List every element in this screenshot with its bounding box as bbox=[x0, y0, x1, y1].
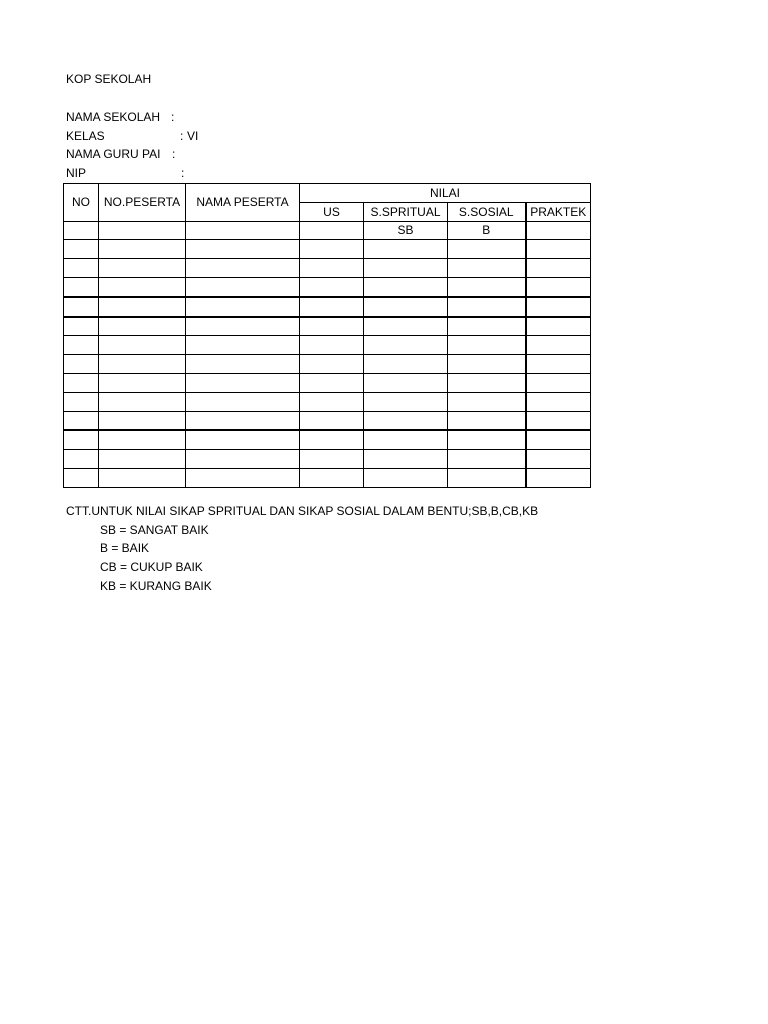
header-praktek: PRAKTEK bbox=[526, 202, 591, 221]
label-kelas: KELAS bbox=[66, 129, 105, 143]
label-nama-sekolah: NAMA SEKOLAH bbox=[66, 110, 161, 124]
legend-item-cb: CB = CUKUP BAIK bbox=[100, 560, 203, 574]
header-nama-peserta: NAMA PESERTA bbox=[186, 184, 300, 222]
header-no: NO bbox=[64, 184, 99, 222]
label-nama-guru: NAMA GURU PAI bbox=[66, 147, 161, 161]
table-row bbox=[64, 355, 591, 374]
value-kelas: VI bbox=[187, 129, 199, 143]
table-row bbox=[64, 373, 591, 392]
header-no-peserta: NO.PESERTA bbox=[99, 184, 186, 222]
legend-item-sb: SB = SANGAT BAIK bbox=[100, 523, 209, 537]
sep-nip: : bbox=[181, 166, 185, 180]
cell bbox=[526, 221, 591, 240]
cell-spritual: SB bbox=[364, 221, 448, 240]
label-nip: NIP bbox=[66, 166, 87, 180]
sep-kelas: : bbox=[180, 129, 184, 143]
nilai-table bbox=[63, 183, 591, 488]
note-title: CTT.UNTUK NILAI SIKAP SPRITUAL DAN SIKAP SOSIAL DALAM BENTU;SB,B,CB,KB bbox=[66, 504, 539, 518]
header-sosial: S.SOSIAL bbox=[448, 202, 526, 221]
table-row bbox=[64, 277, 591, 296]
table-row bbox=[64, 411, 591, 430]
table-row bbox=[64, 430, 591, 449]
cell-sosial: B bbox=[448, 221, 526, 240]
legend-item-kb: KB = KURANG BAIK bbox=[100, 579, 212, 593]
legend-item-b: B = BAIK bbox=[100, 541, 150, 555]
table-row bbox=[64, 392, 591, 411]
table-row bbox=[64, 297, 591, 317]
table-row bbox=[64, 221, 591, 240]
cell bbox=[186, 221, 300, 240]
cell bbox=[300, 221, 364, 240]
header-nilai: NILAI bbox=[300, 184, 591, 203]
cell bbox=[64, 221, 99, 240]
table-row bbox=[64, 240, 591, 259]
table-row bbox=[64, 259, 591, 278]
table-row bbox=[64, 336, 591, 355]
table-row bbox=[64, 468, 591, 487]
kop-sekolah: KOP SEKOLAH bbox=[66, 72, 152, 86]
table-row bbox=[64, 450, 591, 469]
sep-nama-sekolah: : bbox=[171, 110, 175, 124]
cell bbox=[99, 221, 186, 240]
table-row bbox=[64, 317, 591, 336]
sep-nama-guru: : bbox=[172, 147, 176, 161]
header-us: US bbox=[300, 202, 364, 221]
header-spritual: S.SPRITUAL bbox=[364, 202, 448, 221]
